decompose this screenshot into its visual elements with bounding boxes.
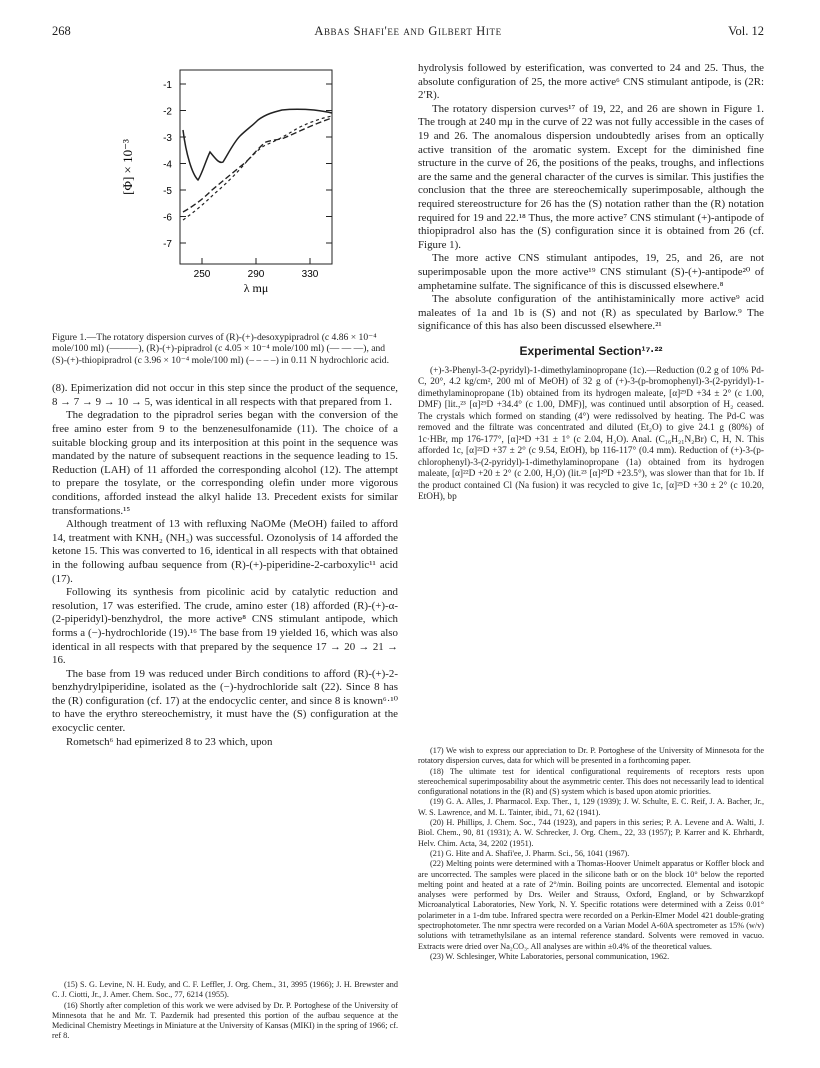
x-tick-label: 250 xyxy=(193,269,211,280)
plot-frame xyxy=(180,70,332,264)
right-column xyxy=(418,62,764,504)
paragraph: (8). Epimerization did not occur in this step since the product of the sequence, 8 → 7 → 9 → 10 → 5, was identical in all respects with that prepared from 1. xyxy=(52,382,398,408)
experimental-text: (+)-3-Phenyl-3-(2-pyridyl)-1-dimethylaminopropane (1c).—Reduction (0.2 g of 10% Pd-C, 20°, 4.2 kg/cm², 200 ml of MeOH) of 32 g of (+)-3-(p-bromophenyl)-3-(2-pyridyl)-1-dimethylaminopropane (1b) obtained from its hydrogen maleate, [α]²⁹D +34 ± 2° (c 1.00, DMF) [lit.,²³ [α]²⁹D +34.4° (c 1.00, DMF)], was continued until absorption of H₂ ceased. The crystals which formed on standing (4°) were redissolved by heating. The Pd-C was removed and the filtrate was concentrated and diluted (Et₂O) to give 24.1 g (80%) of 1c·HBr, mp 176-177°, [α]²⁴D +31 ± 1° (c 2.04, H₂O). Anal. (C₁₆H₂₁N₂Br) C, H, N. This afforded 1c, [α]²²D +37 ± 2° (c 9.54, EtOH), bp 116-117° (0.4 mm). Reduction of (+)-3-(p-chlorophenyl)-3-(2-pyridyl)-1-dimethylaminopropane (1a) obtained from its hydrogen maleate, [α]²²D +20 ± 2° (c 2.00, H₂O) (lit.²³ [α]²⁰D +23.5°), was slower than that for 1b. If the product contained Cl (Na fusion) it was recycled to give 1c, [α]²⁵D +30 ± 2° (c 10.20, EtOH), bp xyxy=(418,365,764,503)
curve-desoxypipradrol xyxy=(183,109,332,180)
footnote: (21) G. Hite and A. Shafi'ee, J. Pharm. Sci., 56, 1041 (1967). xyxy=(430,848,630,858)
y-tick-label: -5 xyxy=(163,186,172,197)
footnote: (18) The ultimate test for identical configurational requirements of receptors rests upon stereochemical superimposability about the asymmetric center. This does not necessarily lead to identical configurational notations in the (R) and (S) system which is based upon atomic priorities. xyxy=(418,766,764,797)
y-axis-ticks xyxy=(163,80,332,250)
paragraph: hydrolysis followed by esterification, was converted to 24 and 25. Thus, the absolute configuration of 25, the more active⁶ CNS stimulant antipode, is (2R: 2′R). xyxy=(418,62,764,102)
running-authors: Abbas Shafi'ee and Gilbert Hite xyxy=(314,24,502,38)
paragraph: Although treatment of 13 with refluxing NaOMe (MeOH) failed to afford 14, treatment with KNH₂ (NH₃) was successful. Ozonolysis of 14 afforded the ketone 15. This was converted to 16, identical in all respects with that obtained in the following aufbau sequence from (R)-(+)-piperidine-2-carboxylic¹¹ acid (17). xyxy=(52,518,398,585)
x-tick-label: 330 xyxy=(301,269,319,280)
footnote: (22) Melting points were determined with a Thomas-Hoover Unimelt apparatus or Koffler block and are uncorrected. The samples were placed in the silicone bath or on the block 10° below the reported melting point and heated at a rate of 2°/min. Boiling points are uncorrected. Elemental and isotopic analyses were performed by Drs. Weiler and Strauss, Oxford, England, or by Schwarzkopf Microanalytical Laboratories, New York, N. Y. Specific rotations were determined with a Zeiss 0.01° polarimeter in a 1-dm tube. Infrared spectra were recorded on a Perkin-Elmer Model 421 double-grating spectrophotometer. The nmr spectra were recorded on a Varian Model A-60A spectrometer as 15% (w/v) solutions with tetramethylsilane as an internal reference standard. Solvents were removed in vacuo. Extracts were dried over Na₂CO₃. All analyses are within ±0.4% of the theoretical values. xyxy=(418,859,764,951)
paragraph: The absolute configuration of the antihistaminically more active⁹ acid maleates of 1a and 1b is (S) and not (R) as speculated by Barlow.⁹ The significance of this has also been discussed elsewhere.²¹ xyxy=(418,293,764,333)
paragraph: The more active CNS stimulant antipodes, 19, 25, and 26, are not superimposable upon the more active¹⁹ CNS stimulant (S)-(+)-antipode²⁰ of amphetamine sulfate. The significance of this is discussed elsewhere.⁸ xyxy=(418,252,764,292)
paragraph: The degradation to the pipradrol series began with the conversion of the free amino ester from 9 to the benzenesulfonamide (11). The choice of a suitable blocking group and its interposition at this point in the sequence was mandated by the nature of subsequent reactions in the sequence leading to 15. Reduction (LAH) of 11 afforded the corresponding alcohol (12). The attempt to prepare the tosylate, or the corresponding olefin under more vigorous conditions, afforded instead the alkyl halide 13. Precedent exists for similar transformations.¹⁵ xyxy=(52,409,398,517)
figure-caption: Figure 1.—The rotatory dispersion curves of (R)-(+)-desoxypipradrol (c 4.86 × 10⁻⁴ mole/100 ml) (———), (R)-(+)-pipradrol (c 4.05 × 10⁻⁴ mole/100 ml) (— — —), and (S)-(+)-thiopipradrol (c 3.96 × 10⁻⁴ mole/100 ml) (– – – –) in 0.11 N hydrochloric acid. xyxy=(52,332,389,366)
y-tick-label: -3 xyxy=(163,133,172,144)
x-axis-label: λ mμ xyxy=(243,281,269,295)
y-tick-label: -7 xyxy=(163,239,172,250)
paragraph: The base from 19 was reduced under Birch conditions to afford (R)-(+)-2-benzhydrylpiperidine, isolated as the (−)-hydrochloride salt (22). Since 8 has the (R) configuration (cf. 17) at the endocyclic center, and since 8 is known⁶·¹⁰ to have the erythro stereochemistry, it must have the (S) configuration at the exocyclic center. xyxy=(52,667,398,735)
page-number: 268 xyxy=(52,24,71,38)
left-column xyxy=(52,62,398,749)
footnote: (20) H. Phillips, J. Chem. Soc., 744 (1923), and papers in this series; P. A. Levene and A. Walti, J. Biol. Chem., 90, 81 (1931); A. W. Schrecker, J. Org. Chem., 22, 33 (1957); P. Karrer and K. Ehrhardt, Helv. Chim. Acta, 34, 2202 (1951). xyxy=(418,818,764,848)
paragraph: Following its synthesis from picolinic acid by catalytic reduction and resolution, 17 was esterified. The crude, amino ester (18) afforded (R)-(+)-α-(2-piperidyl)-benzhydrol, the more active⁸ CNS stimulant antipode, which forms a (−)-hydrochloride (19).¹⁶ The base from 19 yielded 16, which was also identical in all respects with that prepared by the sequence 17 → 20 → 21 → 16. xyxy=(52,586,398,667)
footnote: (19) G. A. Alles, J. Pharmacol. Exp. Ther., 1, 129 (1939); J. W. Schulte, E. C. Reif, J. A. Bacher, Jr., W. S. Lawrence, and M. L. Tainter, ibid., 71, 62 (1941). xyxy=(418,797,764,817)
running-header xyxy=(52,24,764,42)
y-tick-label: -4 xyxy=(163,159,172,171)
experimental-section-heading: Experimental Section¹⁷·²² xyxy=(519,343,663,358)
curve-thiopipradrol xyxy=(183,116,332,220)
y-tick-label: -2 xyxy=(163,106,172,118)
footnote: (16) Shortly after completion of this work we were advised by Dr. P. Portoghese of the University of Minnesota that he and Mr. T. Pazdernik had presented this portion of the aufbau sequence at the Medicinal Chemistry Meetings in Miniature at the University of Kansas (MIKI) in the spring of 1966; cf. ref 8. xyxy=(52,1000,398,1041)
footnote: (23) W. Schlesinger, White Laboratories, personal communication, 1962. xyxy=(430,951,670,961)
figure-1 xyxy=(52,62,398,332)
paragraph: The rotatory dispersion curves¹⁷ of 19, 22, and 26 are shown in Figure 1. The trough at 240 mμ in the curve of 22 was not fully accessible in the cases of 19 and 26. The anomalous dispersion undoubtedly arises from an optically active transition of the aromatic system. Except for the diminished fine structure in the curve of 26, the positions of the peaks, troughs, and inflections are the same and the general character of the curves is similar. This justifies the conclusion that the three are stereochemically superimposable, although the required stereostructure for 26 has the (S) notation rather than the (R) notation required for 19 and 22.¹⁸ Thus, the more active⁷ CNS stimulant (+)-antipode of thiopipradrol also has the (S) configuration since it is obtained from 26 (cf. Figure 1). xyxy=(418,102,764,251)
footnote: (17) We wish to express our appreciation to Dr. P. Portoghese of the University of Minnesota for the rotatory dispersion curves, data for which will be presented in a forthcoming paper. xyxy=(418,746,764,766)
left-footnotes xyxy=(52,980,398,1042)
right-footnotes xyxy=(418,746,764,962)
x-tick-label: 290 xyxy=(247,269,265,280)
x-axis-ticks xyxy=(194,258,319,280)
y-tick-label: -6 xyxy=(163,212,172,224)
volume-label: Vol. 12 xyxy=(728,24,764,38)
y-axis-label: [Φ] × 10⁻³ xyxy=(120,139,135,195)
y-tick-label: -1 xyxy=(163,80,172,91)
paragraph: Rometsch⁶ had epimerized 8 to 23 which, upon xyxy=(66,735,273,748)
footnote: (15) S. G. Levine, N. H. Eudy, and C. F. Leffler, J. Org. Chem., 31, 3995 (1966); J. H. Brewster and C. J. Ciotti, Jr., J. Amer. Chem. Soc., 77, 6214 (1955). xyxy=(52,980,398,1000)
rotatory-dispersion-plot xyxy=(52,62,398,332)
